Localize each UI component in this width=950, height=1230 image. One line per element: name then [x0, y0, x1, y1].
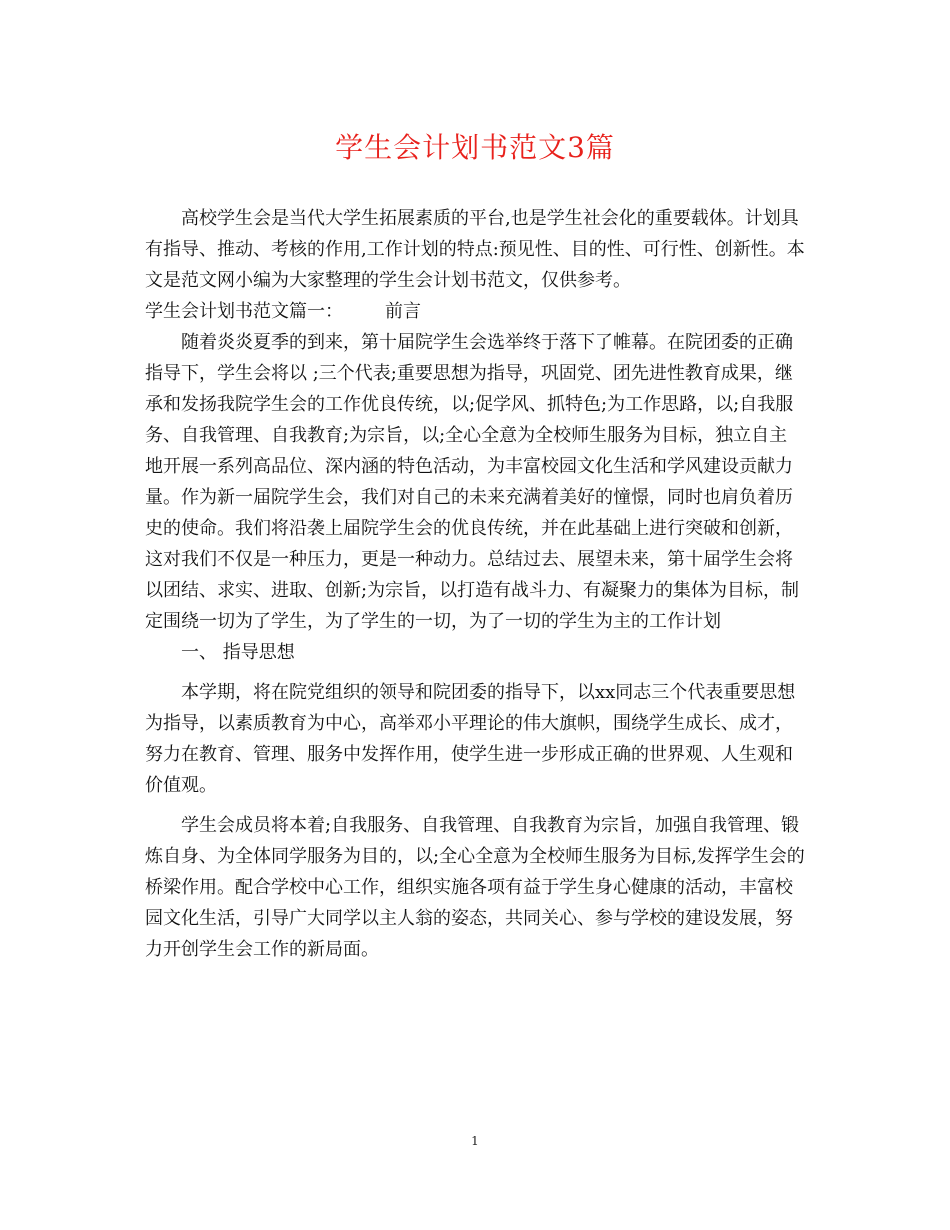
section-subtitle: 前言 [385, 301, 421, 322]
document-body [145, 203, 805, 965]
section-heading [145, 296, 805, 327]
guiding-paragraph-1: 本学期，将在院党组织的领导和院团委的指导下，以xx同志三个代表重要思想为指导，以素质教育为中心，高举邓小平理论的伟大旗帜，围绕学生成长、成才，努力在教育、管理、服务中发挥作用，使学生进一步形成正确的世界观、人生观和价值观。 [145, 682, 796, 796]
preface-paragraph: 随着炎炎夏季的到来，第十届院学生会选举终于落下了帷幕。在院团委的正确指导下，学生会将以 ;三个代表;重要思想为指导，巩固党、团先进性教育成果，继承和发扬我院学生会的工作优良传统，以;促学风、抓特色;为工作思路，以;自我服务、自我管理、自我教育;为宗旨，以;全心全意为全校师生服务为目标，独立自主地开展一系列高品位、深内涵的特色活动，为丰富校园文化生活和学风建设贡献力量。作为新一届院学生会，我们对自己的未来充满着美好的憧憬，同时也肩负着历史的使命。我们将沿袭上届院学生会的优良传统，并在此基础上进行突破和创新，这对我们不仅是一种压力，更是一种动力。总结过去、展望未来，第十届学生会将以团结、求实、进取、创新;为宗旨，以打造有战斗力、有凝聚力的集体为目标，制定围绕一切为了学生，为了学生的一切，为了一切的学生为主的工作计划 [145, 332, 800, 632]
guiding-paragraph-2: 学生会成员将本着;自我服务、自我管理、自我教育为宗旨，加强自我管理、锻炼自身、为全体同学服务为目的，以;全心全意为全校师生服务为目标,发挥学生会的桥梁作用。配合学校中心工作，组织实施各项有益于学生身心健康的活动，丰富校园文化生活，引导广大同学以主人翁的姿态，共同关心、参与学校的建设发展，努力开创学生会工作的新局面。 [145, 815, 805, 960]
page-number: 1 [471, 1134, 479, 1148]
intro-paragraph: 高校学生会是当代大学生拓展素质的平台,也是学生社会化的重要载体。计划具有指导、推动、考核的作用,工作计划的特点:预见性、目的性、可行性、创新性。本文是范文网小编为大家整理的学生会计划书范文，仅供参考。 [145, 208, 805, 291]
document-title: 学生会计划书范文3篇 [335, 131, 615, 164]
section-label: 学生会计划书范文篇一： [145, 301, 343, 322]
guiding-heading: 一、 指导思想 [181, 642, 295, 663]
